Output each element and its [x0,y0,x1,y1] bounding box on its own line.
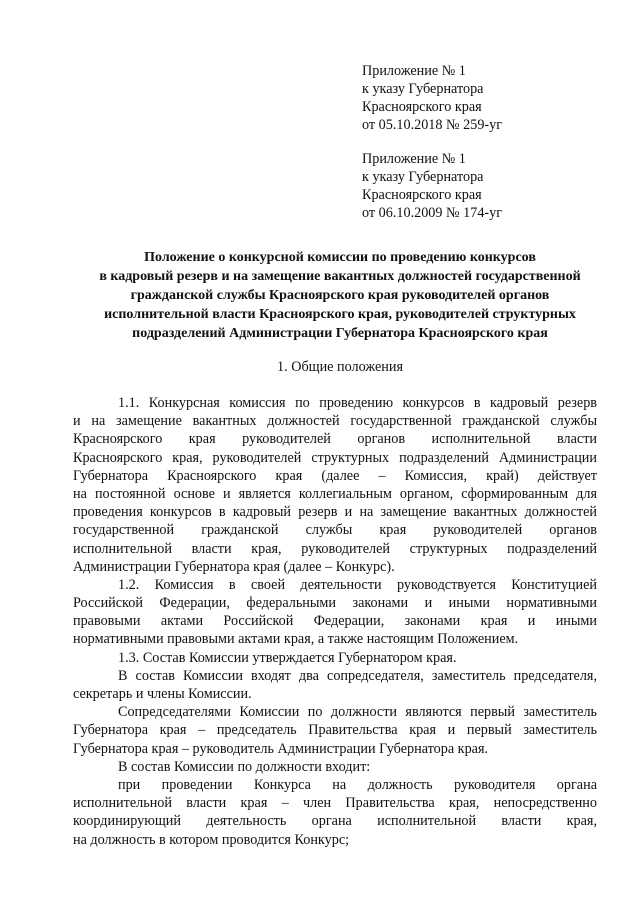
attachment-line: Красноярского края [362,187,482,203]
title-line: Положение о конкурсной комиссии по проведению конкурсов [144,250,536,265]
attachment-block-current [362,62,602,134]
attachment-line: Приложение № 1 [362,151,466,167]
paragraph-line: и на замещение вакантных должностей государственной гражданской службы [73,413,597,430]
attachment-line: Приложение № 1 [362,63,466,79]
paragraph-line: В состав Комиссии по должности входит: [118,758,371,775]
paragraph-line: исполнительной власти края, руководителей структурных подразделений [73,540,597,557]
paragraph-line: при проведении Конкурса на должность руководителя органа [118,776,597,793]
title-line: подразделений Администрации Губернатора Красноярского края [132,326,548,341]
title-line: гражданской службы Красноярского края руководителей органов [130,288,550,303]
title-line: в кадровый резерв и на замещение вакантных должностей государственной [99,269,581,284]
attachment-date-line: от 06.10.2009 № 174-уг [362,205,503,221]
paragraph-line: 1.2. Комиссия в своей деятельности руководствуется Конституцией [118,576,597,593]
paragraph-line: Красноярского края, руководителей структурных подразделений Администрации [73,449,597,466]
paragraph-line: Администрации Губернатора края (далее – Конкурс). [73,558,395,575]
paragraph-line: Красноярского края руководителей органов исполнительной власти [73,431,597,448]
paragraph-line: на должность в котором проводится Конкурс; [73,831,350,848]
paragraph-line: проведения конкурсов в кадровый резерв и на замещение вакантных должностей [73,504,597,521]
paragraph-line: секретарь и члены Комиссии. [73,686,252,702]
attachment-line: к указу Губернатора [362,169,484,185]
attachment-line: Красноярского края [362,99,482,115]
paragraph-line: Российской Федерации, федеральными законами и иными нормативными [73,595,597,612]
paragraph-line: исполнительной власти края – член Правительства края, непосредственно [73,795,597,812]
title-line: исполнительной власти Красноярского края, руководителей структурных [104,307,576,322]
paragraph-line: Губернатора края – руководитель Администрации Губернатора края. [73,740,489,757]
paragraph-line: на постоянной основе и является коллегиальным органом, сформированным для [73,485,597,502]
paragraph-line: 1.1. Конкурсная комиссия по проведению конкурсов в кадровый резерв [118,395,597,411]
paragraph-line: государственной гражданской службы края руководителей органов [73,522,597,539]
document-body [73,394,597,849]
paragraph-line: В состав Комиссии входят два сопредседателя, заместитель председателя, [118,667,597,684]
document-title [60,248,620,343]
paragraph-line: правовыми актами Российской Федерации, законами края и иными [73,613,597,630]
attachment-line: к указу Губернатора [362,81,484,97]
paragraph-line: координирующий деятельность органа исполнительной власти края, [73,813,597,830]
section-heading: 1. Общие положения [277,359,403,375]
paragraph-line: Губернатора Красноярского края (далее – Комиссия, край) действует [73,467,597,484]
paragraph-line: Сопредседателями Комиссии по должности являются первый заместитель [118,704,597,721]
paragraph-line: Губернатора края – председатель Правительства края и первый заместитель [73,722,597,739]
paragraph-line: нормативными правовыми актами края, а также настоящим Положением. [73,631,519,648]
attachment-date-line: от 05.10.2018 № 259-уг [362,117,503,133]
paragraph-line: 1.3. Состав Комиссии утверждается Губернатором края. [118,649,457,666]
attachment-block-original [362,150,602,222]
